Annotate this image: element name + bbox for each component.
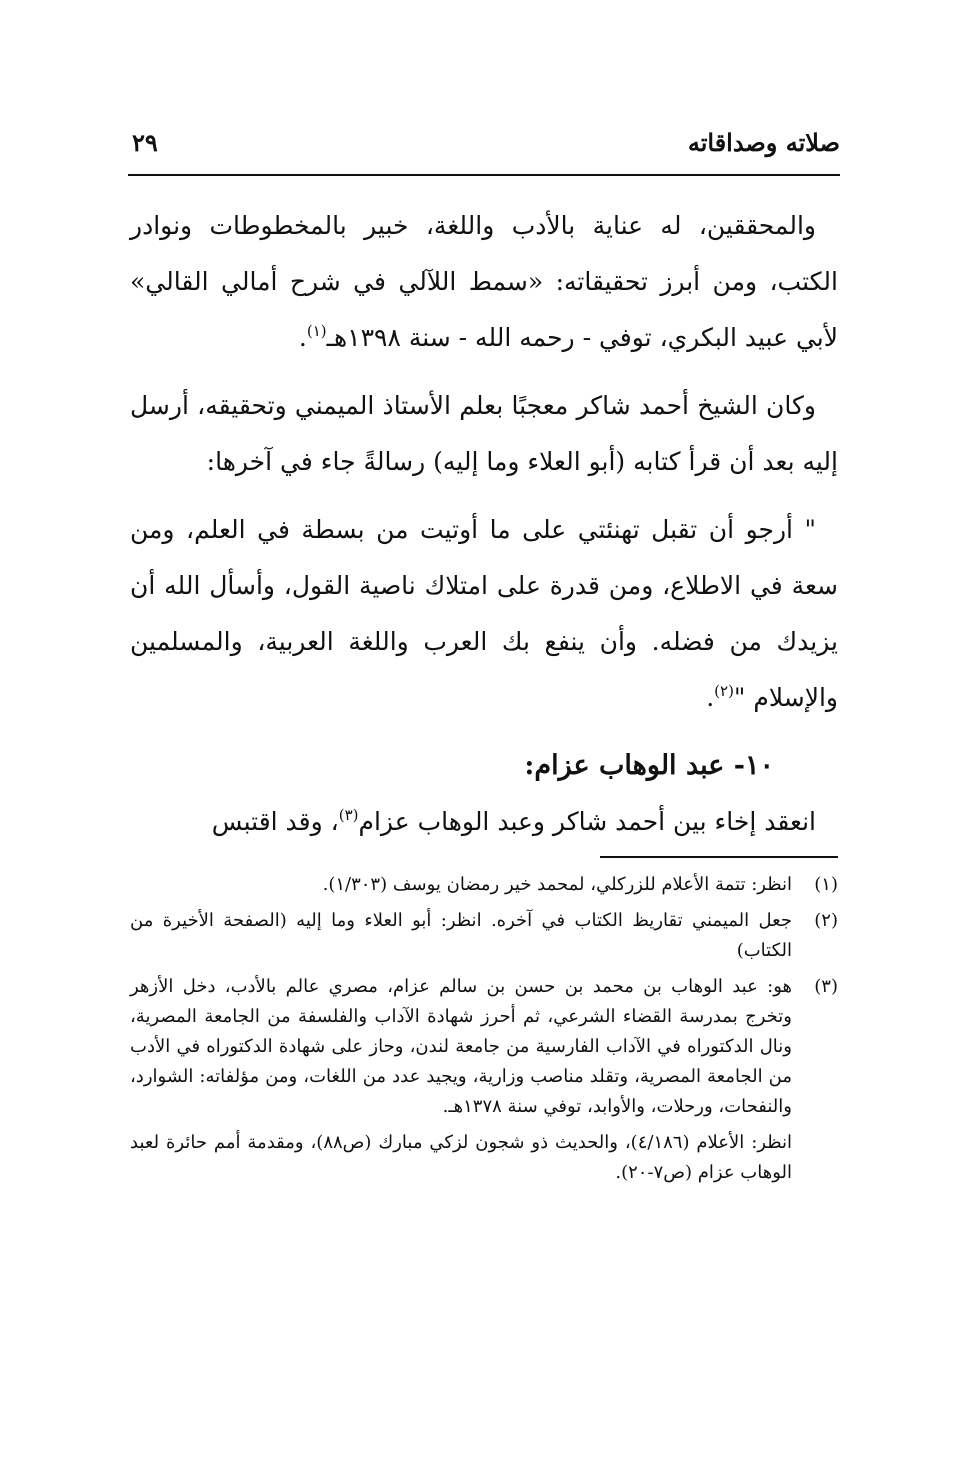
section-heading: ١٠- عبد الوهاب عزام:: [524, 750, 774, 781]
paragraph-3-text: انعقد إخاء بين أحمد شاكر وعبد الوهاب عزام: [358, 807, 816, 836]
footnote-number: (٣): [814, 976, 838, 997]
footnote-ref-1: (١): [306, 322, 327, 340]
paragraph-3: [130, 794, 838, 850]
footnote-3: [130, 972, 838, 1122]
footnote-number: (٢): [814, 910, 838, 931]
quoted-letter-text: " أرجو أن تقبل تهنئتي على ما أوتيت من بسطة في العلم، ومن سعة في الاطلاع، ومن قدرة على امتلاك ناصية القول، وأسأل الله أن يزيدك من فضله. وأن ينفع بك العرب واللغة العربية، والمسلمين والإسلام ": [130, 515, 838, 712]
paragraph-1: [130, 198, 838, 366]
running-title: صلاته وصداقاته: [687, 128, 840, 157]
header-rule: [128, 174, 840, 176]
footnote-3-sources: انظر: الأعلام (٤/١٨٦)، والحديث ذو شجون لزكي مبارك (ص٨٨)، ومقدمة أمم حائرة لعبد الوهاب عزام (ص٧-٢٠).: [130, 1132, 792, 1183]
paragraph-2: وكان الشيخ أحمد شاكر معجبًا بعلم الأستاذ الميمني وتحقيقه، أرسل إليه بعد أن قرأ كتابه (أبو العلاء وما إليه) رسالةً جاء في آخرها:: [130, 391, 838, 476]
footnotes-rule: [600, 856, 838, 858]
footnote-1: [130, 870, 838, 900]
page-number: ٢٩: [132, 128, 158, 157]
quoted-letter-end: .: [706, 683, 715, 712]
footnote-ref-2: (٢): [714, 682, 734, 700]
running-head: [128, 128, 840, 168]
paragraph-3-continuation: ، وقد اقتبس: [211, 807, 339, 836]
quoted-letter: [130, 502, 838, 726]
footnote-text: هو: عبد الوهاب بن محمد بن حسن بن سالم عزام، مصري عالم بالأدب، دخل الأزهر وتخرج بمدرسة القضاء الشرعي، ثم أحرز شهادة الآداب والفلسفة من الجامعة المصرية، ونال الدكتوراه في الآداب الفارسية من جامعة لندن، وحاز على شهادة الدكتوراه في الأدب من الجامعة المصرية، وتقلد مناصب وزارية، ويجيد عدد من اللغات، ومن مؤلفاته: الشوارد، والنفحات، ورحلات، والأوابد، توفي سنة ١٣٧٨هـ.: [130, 976, 792, 1117]
body-text: [130, 198, 838, 862]
footnote-text: جعل الميمني تقاريظ الكتاب في آخره. انظر: أبو العلاء وما إليه (الصفحة الأخيرة من الكتاب): [130, 910, 792, 961]
footnote-ref-3: (٣): [338, 806, 359, 824]
footnote-number: (١): [814, 874, 838, 895]
footnote-2: [130, 906, 838, 966]
footnote-text: انظر: تتمة الأعلام للزركلي، لمحمد خير رمضان يوسف (١/٣٠٣).: [322, 874, 792, 895]
paragraph-1-end: .: [298, 323, 307, 352]
footnotes: [130, 870, 838, 1188]
paragraph-1-text: والمحققين، له عناية بالأدب واللغة، خبير بالمخطوطات ونوادر الكتب، ومن أبرز تحقيقاته: «سمط اللآلي في شرح أمالي القالي» لأبي عبيد البكري، توفي - رحمه الله - سنة ١٣٩٨هـ: [130, 211, 838, 352]
